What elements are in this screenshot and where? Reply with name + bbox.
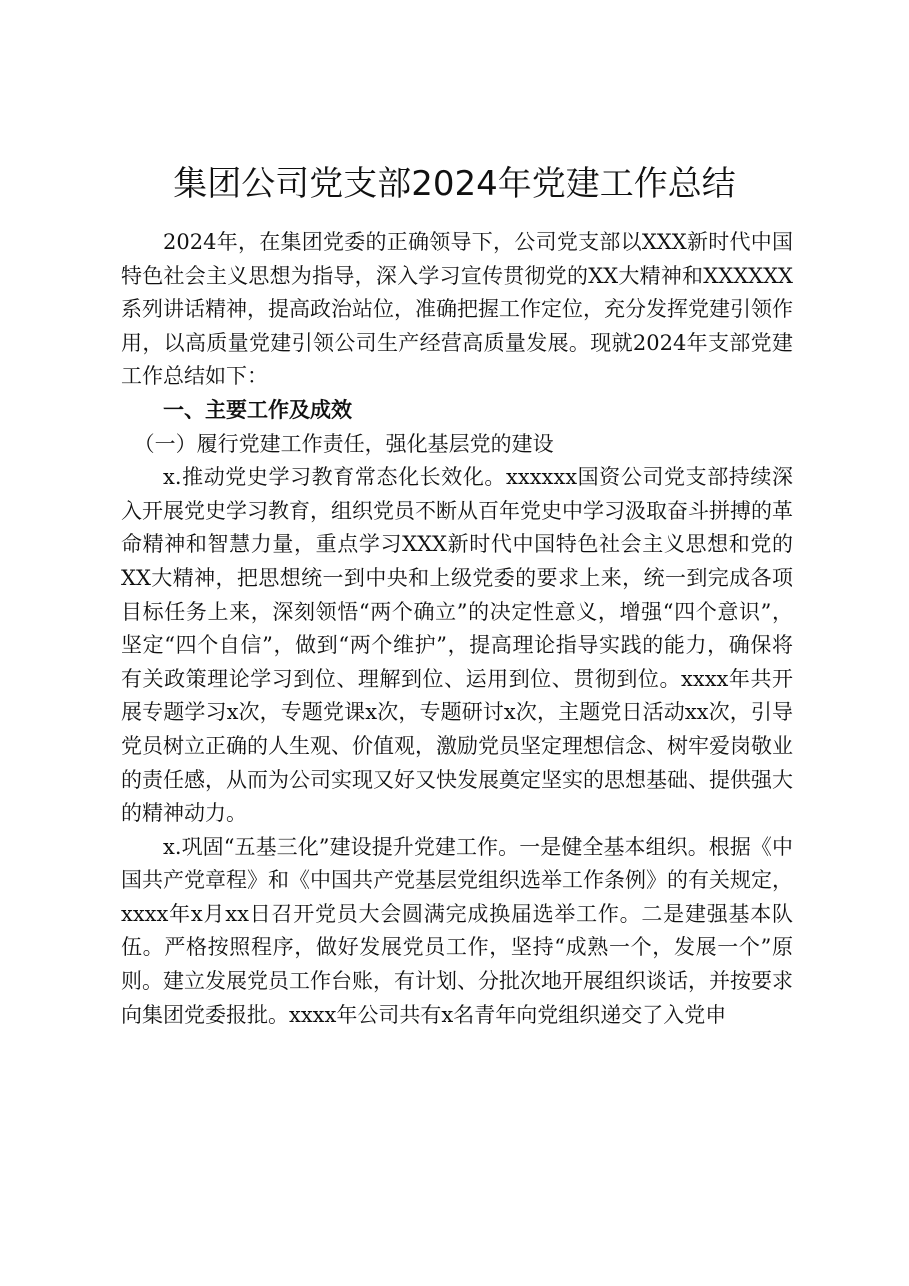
section-heading: 一、主要工作及成效	[163, 397, 352, 422]
subsection-heading: （一）履行党建工作责任，强化基层党的建设	[133, 431, 554, 456]
body-paragraph-party-history: x.推动党史学习教育常态化长效化。xxxxxx国资公司党支部持续深入开展党史学习教育，组织党员不断从百年党史中学习汲取奋斗拼搏的革命精神和智慧力量，重点学习XXX新时代中国特色社会主义思想和党的XX大精神，把思想统一到中央和上级党委的要求上来，统一到完成各项目标任务上来，深刻领悟“两个确立”的决定性意义，增强“四个意识”，坚定“四个自信”，做到“两个维护”，提高理论指导实践的能力，确保将有关政策理论学习到位、理解到位、运用到位、贯彻到位。xxxx年共开展专题学习x次，专题党课x次，专题研讨x次，主题党日活动xx次，引导党员树立正确的人生观、价值观，激励党员坚定理想信念、树牢爱岗敬业的责任感，从而为公司实现又好又快发展奠定坚实的思想基础、提供强大的精神动力。	[121, 465, 793, 826]
body-paragraph-five-bases: x.巩固“五基三化”建设提升党建工作。一是健全基本组织。根据《中国共产党章程》和《中国共产党基层党组织选举工作条例》的有关规定，xxxx年x月xx日召开党员大会圆满完成换届选举工作。二是建强基本队伍。严格按照程序，做好发展党员工作，坚持“成熟一个，发展一个”原则。建立发展党员工作台账，有计划、分批次地开展组织谈话，并按要求向集团党委报批。xxxx年公司共有x名青年向党组织递交了入党申	[121, 834, 793, 1027]
document-title: 集团公司党支部2024年党建工作总结	[173, 164, 736, 204]
document-body	[121, 226, 793, 1032]
intro-paragraph: 2024年，在集团党委的正确领导下，公司党支部以XXX新时代中国特色社会主义思想为指导，深入学习宣传贯彻党的XX大精神和XXXXXX系列讲话精神，提高政治站位，准确把握工作定位，充分发挥党建引领作用，以高质量党建引领公司生产经营高质量发展。现就2024年支部党建工作总结如下：	[121, 230, 793, 389]
